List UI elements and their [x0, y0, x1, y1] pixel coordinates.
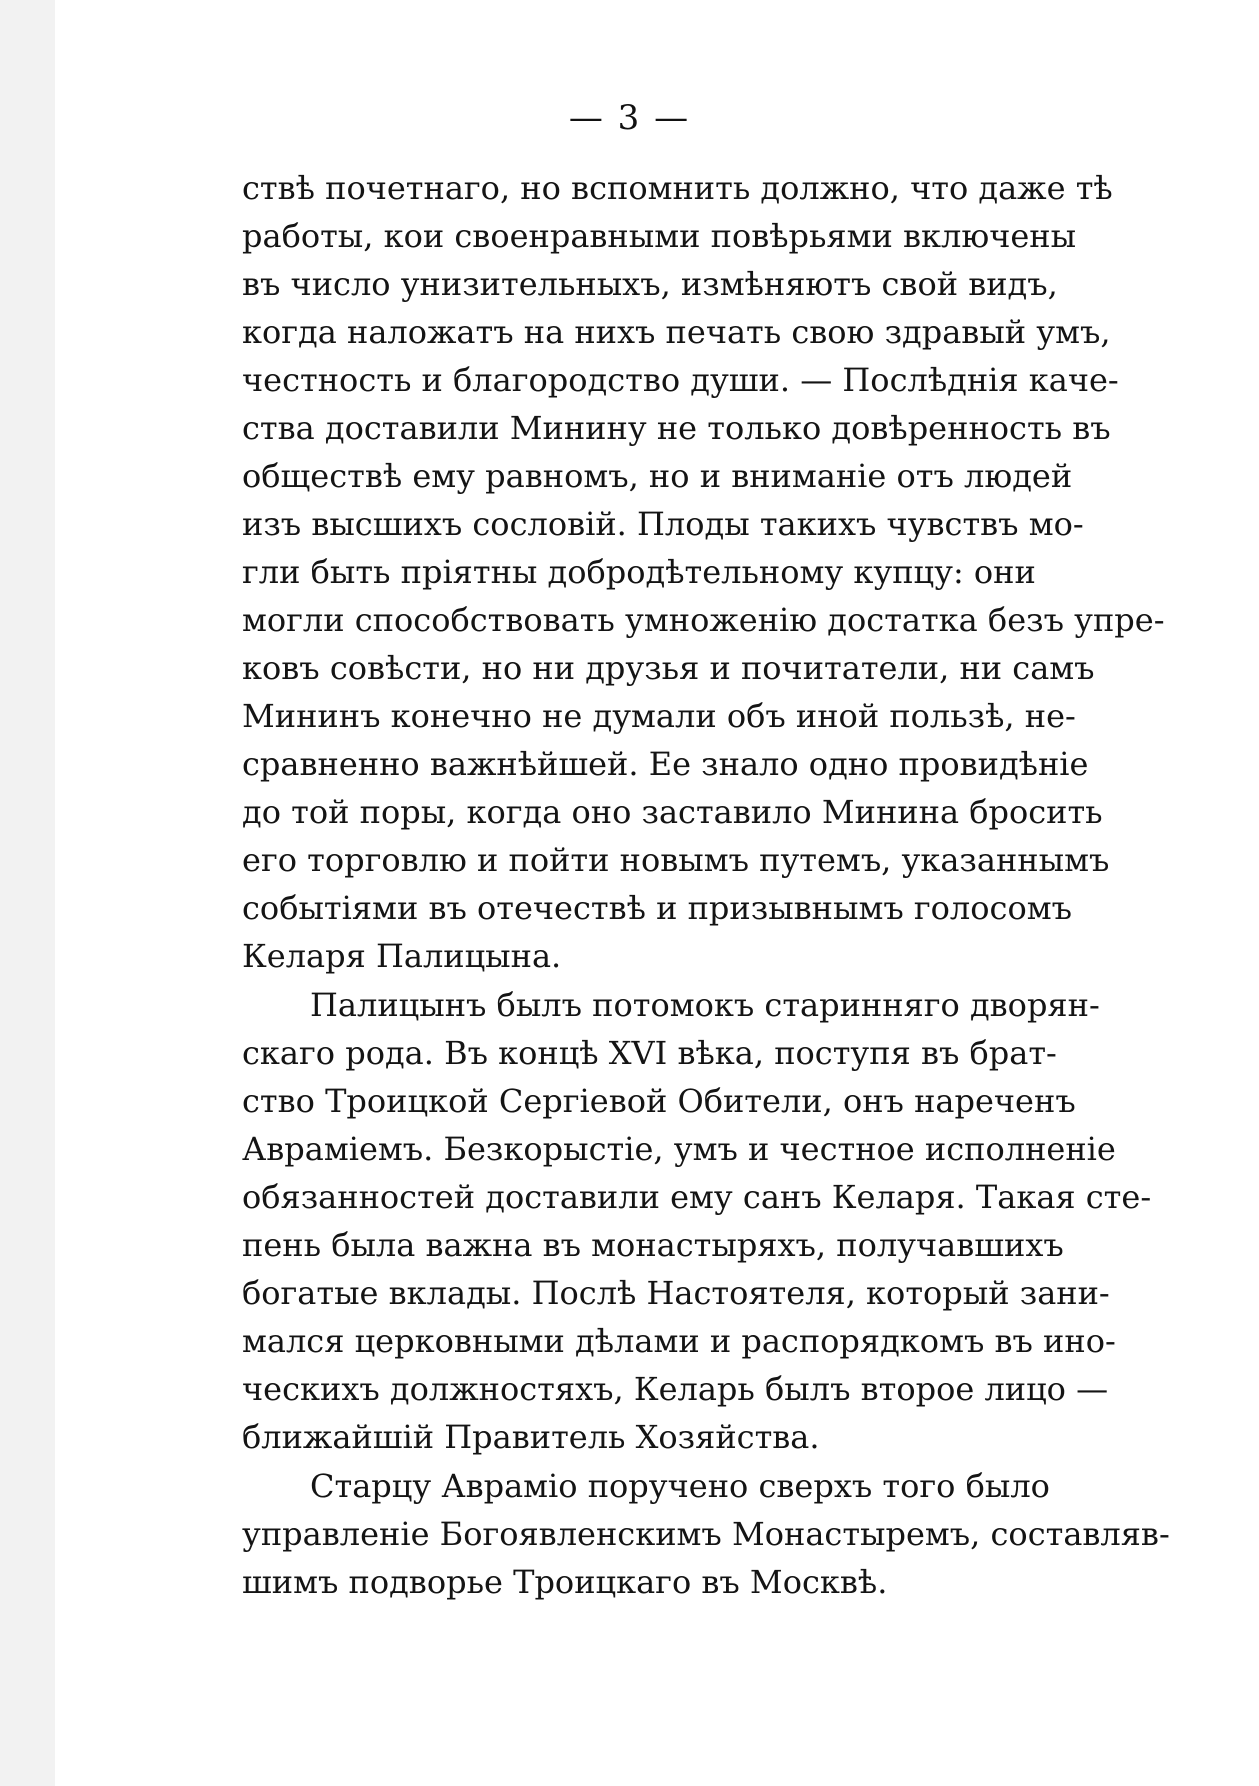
scan-left-edge	[0, 0, 55, 1786]
text-line: ческихъ должностяхъ, Келарь былъ второе лицо —	[242, 1370, 1109, 1408]
text-line: сравненно важнѣйшей. Ее знало одно провидѣніе	[242, 745, 1089, 783]
text-line: Келаря Палицына.	[242, 937, 562, 975]
text-line: событіями въ отечествѣ и призывнымъ голосомъ	[242, 889, 1072, 927]
text-line: ближайшій Правитель Хозяйства.	[242, 1418, 820, 1456]
text-line: мался церковными дѣлами и распорядкомъ въ ино-	[242, 1322, 1116, 1360]
text-line: изъ высшихъ сословій. Плоды такихъ чувствъ мо-	[242, 505, 1084, 543]
text-line: когда наложатъ на нихъ печать свою здравый умъ,	[242, 313, 1111, 351]
text-line: гли быть пріятны добродѣтельному купцу: они	[242, 553, 1036, 591]
text-line: Старцу Авраміо поручено сверхъ того было	[310, 1467, 1050, 1505]
text-line: ствѣ почетнаго, но вспомнить должно, что даже тѣ	[242, 169, 1113, 207]
text-line: ковъ совѣсти, но ни друзья и почитатели, ни самъ	[242, 649, 1095, 687]
text-line: управленіе Богоявленскимъ Монастыремъ, составляв-	[242, 1515, 1170, 1553]
text-line: ство Троицкой Сергіевой Обители, онъ нареченъ	[242, 1082, 1076, 1120]
text-line: до той поры, когда оно заставило Минина бросить	[242, 793, 1103, 831]
text-line: Палицынъ былъ потомокъ старинняго дворян-	[310, 986, 1100, 1024]
paragraph-2	[242, 981, 1152, 1461]
text-line: обществѣ ему равномъ, но и вниманіе отъ людей	[242, 457, 1073, 495]
paragraph-3	[242, 1462, 1170, 1606]
page-number: — 3 —	[568, 98, 691, 138]
text-line: обязанностей доставили ему санъ Келаря. Такая сте-	[242, 1178, 1152, 1216]
text-line: честность и благородство души. — Послѣднія каче-	[242, 361, 1119, 399]
text-line: шимъ подворье Троицкаго въ Москвѣ.	[242, 1563, 888, 1601]
paragraph-1	[242, 164, 1165, 980]
text-line: скаго рода. Въ концѣ XVI вѣка, поступя въ брат-	[242, 1034, 1057, 1072]
text-line: въ число унизительныхъ, измѣняютъ свой видъ,	[242, 265, 1058, 303]
text-line: пень была важна въ монастыряхъ, получавшихъ	[242, 1226, 1064, 1264]
text-line: Авраміемъ. Безкорыстіе, умъ и честное исполненіе	[242, 1130, 1116, 1168]
text-line: ства доставили Минину не только довѣренность въ	[242, 409, 1111, 447]
text-line: работы, кои своенравными повѣрьями включены	[242, 217, 1077, 255]
text-line: его торговлю и пойти новымъ путемъ, указаннымъ	[242, 841, 1110, 879]
text-line: богатые вклады. Послѣ Настоятеля, который зани-	[242, 1274, 1110, 1312]
text-line: могли способствовать умноженію достатка безъ упре-	[242, 601, 1165, 639]
text-line: Мининъ конечно не думали объ иной пользѣ, не-	[242, 697, 1076, 735]
